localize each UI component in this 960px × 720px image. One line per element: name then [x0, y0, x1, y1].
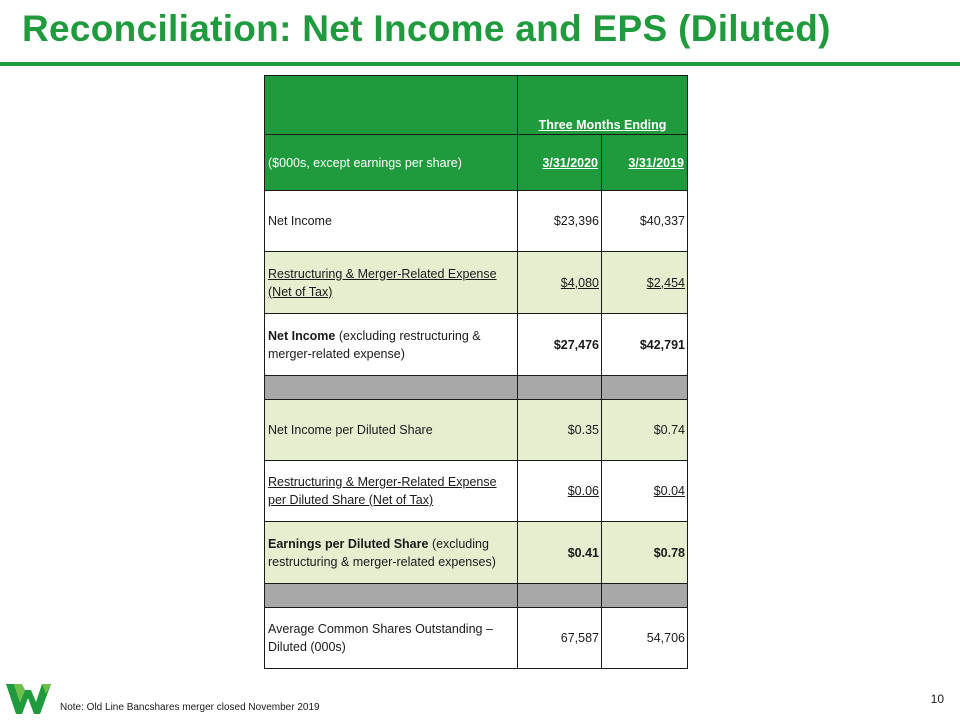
separator-cell [265, 376, 518, 400]
column-header-2019: 3/31/2019 [602, 135, 688, 191]
row-label-bold: Net Income [268, 328, 336, 343]
separator-row [265, 376, 688, 400]
row-value-2020: $0.41 [518, 522, 602, 584]
footer-note: Note: Old Line Bancshares merger closed November 2019 [60, 702, 320, 713]
row-value-2020: $0.35 [518, 400, 602, 461]
row-label-rest: (excluding restructuring & merger-related expenses) [268, 536, 496, 569]
row-value-2019: $2,454 [602, 252, 688, 314]
row-label-rest: (excluding restructuring & merger-related expense) [268, 328, 481, 361]
row-label [265, 522, 518, 584]
row-value-2020: $27,476 [518, 314, 602, 376]
row-value-2019: $0.74 [602, 400, 688, 461]
period-header: Three Months Ending [518, 76, 688, 135]
table-row [265, 522, 688, 584]
page-title: Reconciliation: Net Income and EPS (Diluted) [22, 8, 831, 49]
row-value-2020: 67,587 [518, 608, 602, 669]
page-number: 10 [930, 692, 944, 706]
units-label: ($000s, except earnings per share) [265, 135, 518, 191]
title-divider [0, 62, 960, 66]
separator-cell [518, 376, 602, 400]
table-row [265, 252, 688, 314]
row-value-2019: $40,337 [602, 191, 688, 252]
table-row [265, 608, 688, 669]
table-row [265, 314, 688, 376]
table-row [265, 191, 688, 252]
table-header-period-row [265, 76, 688, 135]
row-value-2019: $42,791 [602, 314, 688, 376]
row-value-2019: 54,706 [602, 608, 688, 669]
separator-cell [602, 584, 688, 608]
row-label: Restructuring & Merger-Related Expense per Diluted Share (Net of Tax) [265, 461, 518, 522]
row-label: Restructuring & Merger-Related Expense (Net of Tax) [265, 252, 518, 314]
row-label-bold: Earnings per Diluted Share [268, 536, 429, 551]
row-label [265, 314, 518, 376]
row-label: Average Common Shares Outstanding – Diluted (000s) [265, 608, 518, 669]
row-value-2019: $0.04 [602, 461, 688, 522]
table-header-column-row [265, 135, 688, 191]
table-row [265, 461, 688, 522]
separator-cell [602, 376, 688, 400]
wsfs-w-logo-icon [5, 680, 53, 716]
row-value-2020: $23,396 [518, 191, 602, 252]
separator-row [265, 584, 688, 608]
row-value-2020: $0.06 [518, 461, 602, 522]
separator-cell [265, 584, 518, 608]
row-label: Net Income per Diluted Share [265, 400, 518, 461]
header-blank-cell [265, 76, 518, 135]
row-value-2019: $0.78 [602, 522, 688, 584]
table-row [265, 400, 688, 461]
reconciliation-table [264, 75, 688, 669]
column-header-2020: 3/31/2020 [518, 135, 602, 191]
row-label: Net Income [265, 191, 518, 252]
separator-cell [518, 584, 602, 608]
row-value-2020: $4,080 [518, 252, 602, 314]
